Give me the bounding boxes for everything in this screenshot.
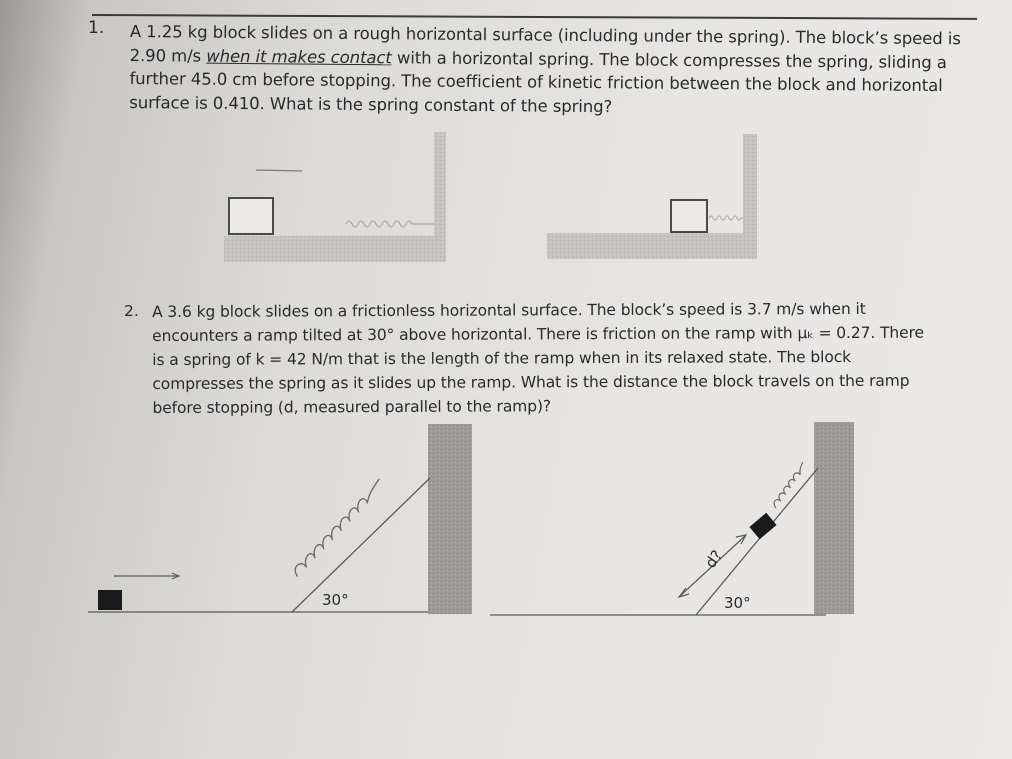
spring-compressed xyxy=(764,462,814,508)
problem-1-line-4: surface is 0.410. What is the spring constant of the spring? xyxy=(129,92,613,116)
block xyxy=(98,590,122,610)
spring-compressed xyxy=(709,216,743,220)
floor-surface xyxy=(224,236,446,262)
figure-1-right xyxy=(547,134,757,259)
problem-1-underlined-phrase: when it makes contact xyxy=(206,46,392,67)
figure-1-left xyxy=(224,132,446,262)
problem-1-line-2a: 2.90 m/s xyxy=(129,45,207,66)
floor-surface xyxy=(547,233,757,259)
block xyxy=(749,513,776,539)
wall xyxy=(814,422,854,614)
angle-label: 30° xyxy=(322,591,349,609)
problem-1-line-1: A 1.25 kg block slides on a rough horizontal surface (including under the spring). The block’s speed is xyxy=(129,21,961,49)
problem-2-line-5: before stopping (d, measured parallel to the ramp)? xyxy=(152,397,552,417)
problem-2-line-3: is a spring of k = 42 N/m that is the length of the ramp when in its relaxed state. The block xyxy=(152,347,852,369)
problem-2-number: 2. xyxy=(124,302,139,320)
block xyxy=(671,200,707,232)
ramp-incline xyxy=(696,468,818,615)
problem-1-number: 1. xyxy=(88,18,105,38)
ramp-incline xyxy=(292,478,430,612)
distance-label: d? xyxy=(701,546,727,572)
problem-1-line-2b: with a horizontal spring. The block compresses the spring, sliding a xyxy=(391,47,947,72)
figure-2-left xyxy=(88,424,472,614)
problem-2-line-4: compresses the spring as it slides up the ramp. What is the distance the block travels on the ramp xyxy=(152,371,910,393)
spring-relaxed xyxy=(275,479,402,577)
velocity-arrow xyxy=(256,170,302,171)
wall xyxy=(428,424,472,614)
angle-label: 30° xyxy=(724,594,751,612)
problem-2-line-1: A 3.6 kg block slides on a frictionless horizontal surface. The block’s speed is 3.7 m/s when it xyxy=(152,299,866,321)
wall xyxy=(434,132,446,262)
spring-relaxed xyxy=(346,221,434,227)
wall xyxy=(743,134,757,259)
problem-1-line-3: further 45.0 cm before stopping. The coefficient of kinetic friction between the block and horizontal xyxy=(129,68,943,96)
figure-2-right xyxy=(490,422,854,615)
block xyxy=(229,198,273,234)
problem-2-line-2: encounters a ramp tilted at 30° above horizontal. There is friction on the ramp with μₖ = 0.27. There xyxy=(152,323,924,345)
